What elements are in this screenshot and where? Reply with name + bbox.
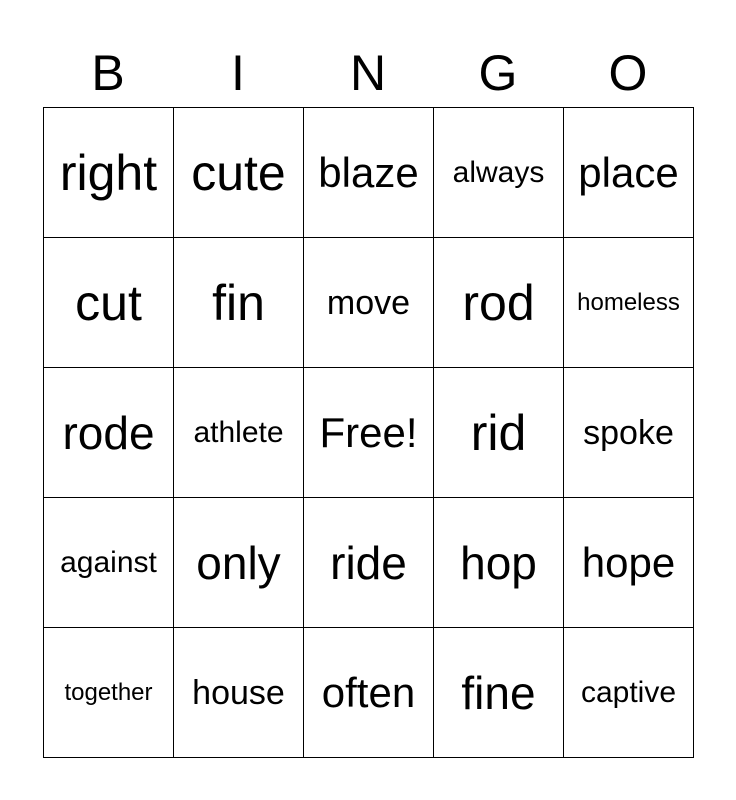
bingo-cell[interactable]: rode [44, 368, 174, 498]
bingo-cell[interactable]: always [434, 108, 564, 238]
bingo-cell[interactable]: right [44, 108, 174, 238]
bingo-cell[interactable]: rid [434, 368, 564, 498]
bingo-board [43, 107, 694, 758]
bingo-cell[interactable]: often [304, 628, 434, 758]
bingo-cell[interactable]: together [44, 628, 174, 758]
bingo-cell[interactable]: move [304, 238, 434, 368]
header-letter-b: B [91, 45, 125, 101]
bingo-cell[interactable]: against [44, 498, 174, 628]
bingo-cell[interactable]: rod [434, 238, 564, 368]
bingo-cell[interactable]: house [174, 628, 304, 758]
header-letter-g: G [478, 45, 518, 101]
bingo-cell[interactable]: place [564, 108, 694, 238]
header-letter-o: O [608, 45, 648, 101]
bingo-cell[interactable]: ride [304, 498, 434, 628]
bingo-cell[interactable]: only [174, 498, 304, 628]
bingo-cell[interactable]: fin [174, 238, 304, 368]
bingo-cell[interactable]: athlete [174, 368, 304, 498]
bingo-cell[interactable]: cut [44, 238, 174, 368]
bingo-header [43, 40, 693, 106]
header-letter-n: N [349, 45, 387, 101]
bingo-cell[interactable]: fine [434, 628, 564, 758]
bingo-cell[interactable]: hope [564, 498, 694, 628]
bingo-cell[interactable]: blaze [304, 108, 434, 238]
bingo-cell[interactable]: spoke [564, 368, 694, 498]
bingo-cell[interactable]: cute [174, 108, 304, 238]
free-space-cell[interactable]: Free! [304, 368, 434, 498]
bingo-cell[interactable]: homeless [564, 238, 694, 368]
bingo-cell[interactable]: captive [564, 628, 694, 758]
bingo-cell[interactable]: hop [434, 498, 564, 628]
header-letter-i: I [231, 45, 245, 101]
